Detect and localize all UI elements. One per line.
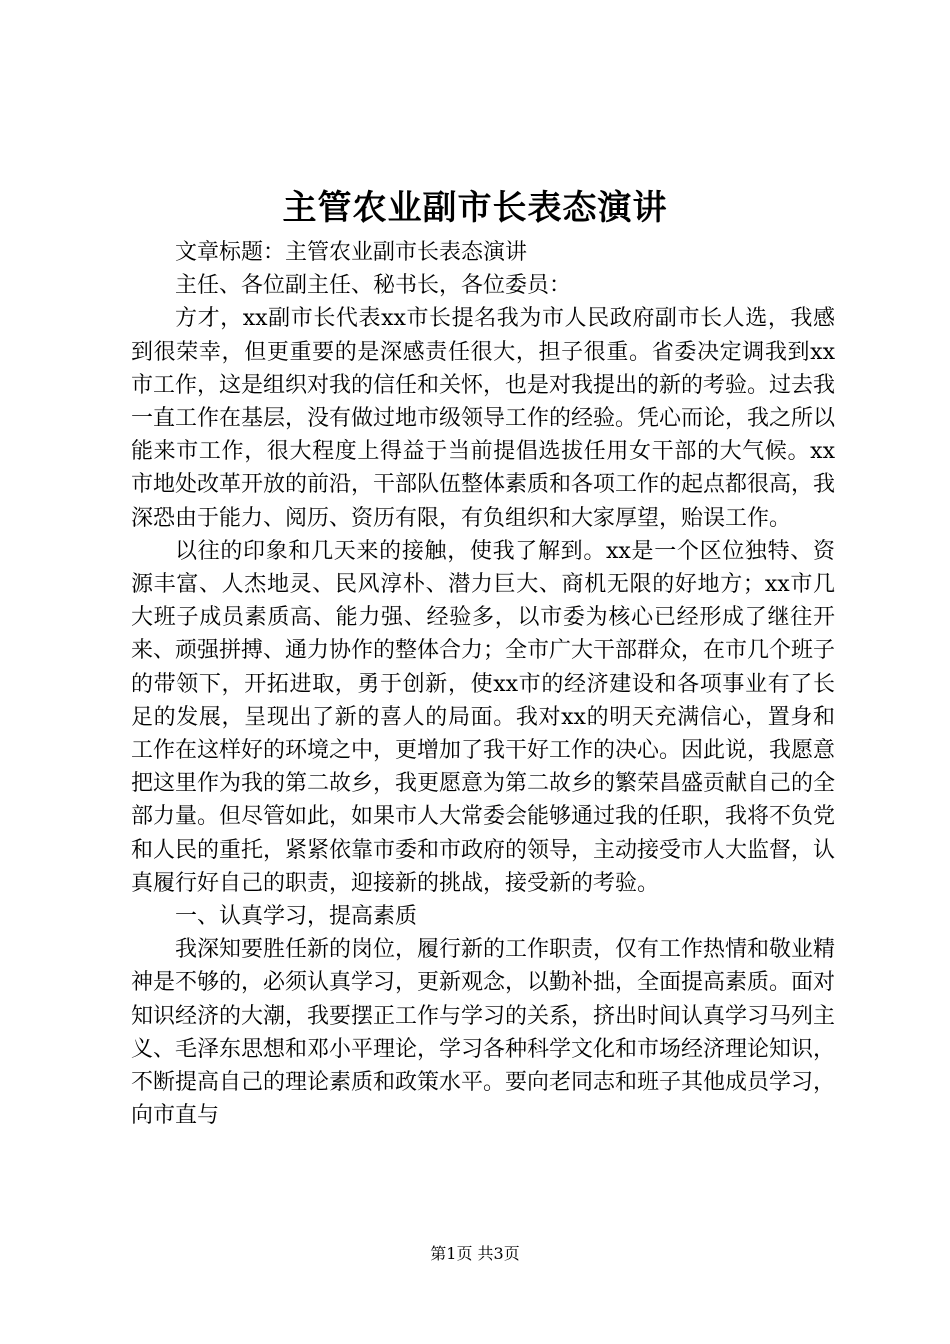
document-body <box>131 236 835 1132</box>
body-paragraph: 我深知要胜任新的岗位，履行新的工作职责，仅有工作热情和敬业精神是不够的，必须认真学习，更新观念，以勤补拙，全面提高素质。面对知识经济的大潮，我要摆正工作与学习的关系，挤出时间认真学习马列主义、毛泽东思想和邓小平理论，学习各种科学文化和市场经济理论知识，不断提高自己的理论素质和政策水平。要向老同志和班子其他成员学习，向市直与 <box>131 937 836 1129</box>
section-heading: 一、认真学习，提高素质 <box>175 904 418 930</box>
page-number: 第1页 共3页 <box>430 1244 520 1263</box>
salutation: 主任、各位副主任、秘书长，各位委员： <box>175 273 572 299</box>
article-title-line: 文章标题：主管农业副市长表态演讲 <box>175 240 528 265</box>
body-paragraph: 方才，xx副市长代表xx市长提名我为市人民政府副市长人选，我感到很荣幸，但更重要的是深感责任很大，担子很重。省委决定调我到xx市工作，这是组织对我的信任和关怀，也是对我提出的新的考验。过去我一直工作在基层，没有做过地市级领导工作的经验。凭心而论，我之所以能来市工作，很大程度上得益于当前提倡选拔任用女干部的大气候。xx市地处改革开放的前沿，干部队伍整体素质和各项工作的起点都很高，我深恐由于能力、阅历、资历有限，有负组织和大家厚望，贻误工作。 <box>131 306 836 531</box>
document-title: 主管农业副市长表态演讲 <box>282 188 668 228</box>
body-paragraph: 以往的印象和几天来的接触，使我了解到。xx是一个区位独特、资源丰富、人杰地灵、民风淳朴、潜力巨大、商机无限的好地方；xx市几大班子成员素质高、能力强、经验多，以市委为核心已经形成了继往开来、顽强拼搏、通力协作的整体合力；全市广大干部群众，在市几个班子的带领下，开拓进取，勇于创新，使xx市的经济建设和各项事业有了长足的发展，呈现出了新的喜人的局面。我对xx的明天充满信心，置身和工作在这样好的环境之中，更增加了我干好工作的决心。因此说，我愿意把这里作为我的第二故乡，我更愿意为第二故乡的繁荣昌盛贡献自己的全部力量。但尽管如此，如果市人大常委会能够通过我的任职，我将不负党和人民的重托，紧紧依靠市委和市政府的领导，主动接受市人大监督，认真履行好自己的职责，迎接新的挑战，接受新的考验。 <box>131 538 836 896</box>
